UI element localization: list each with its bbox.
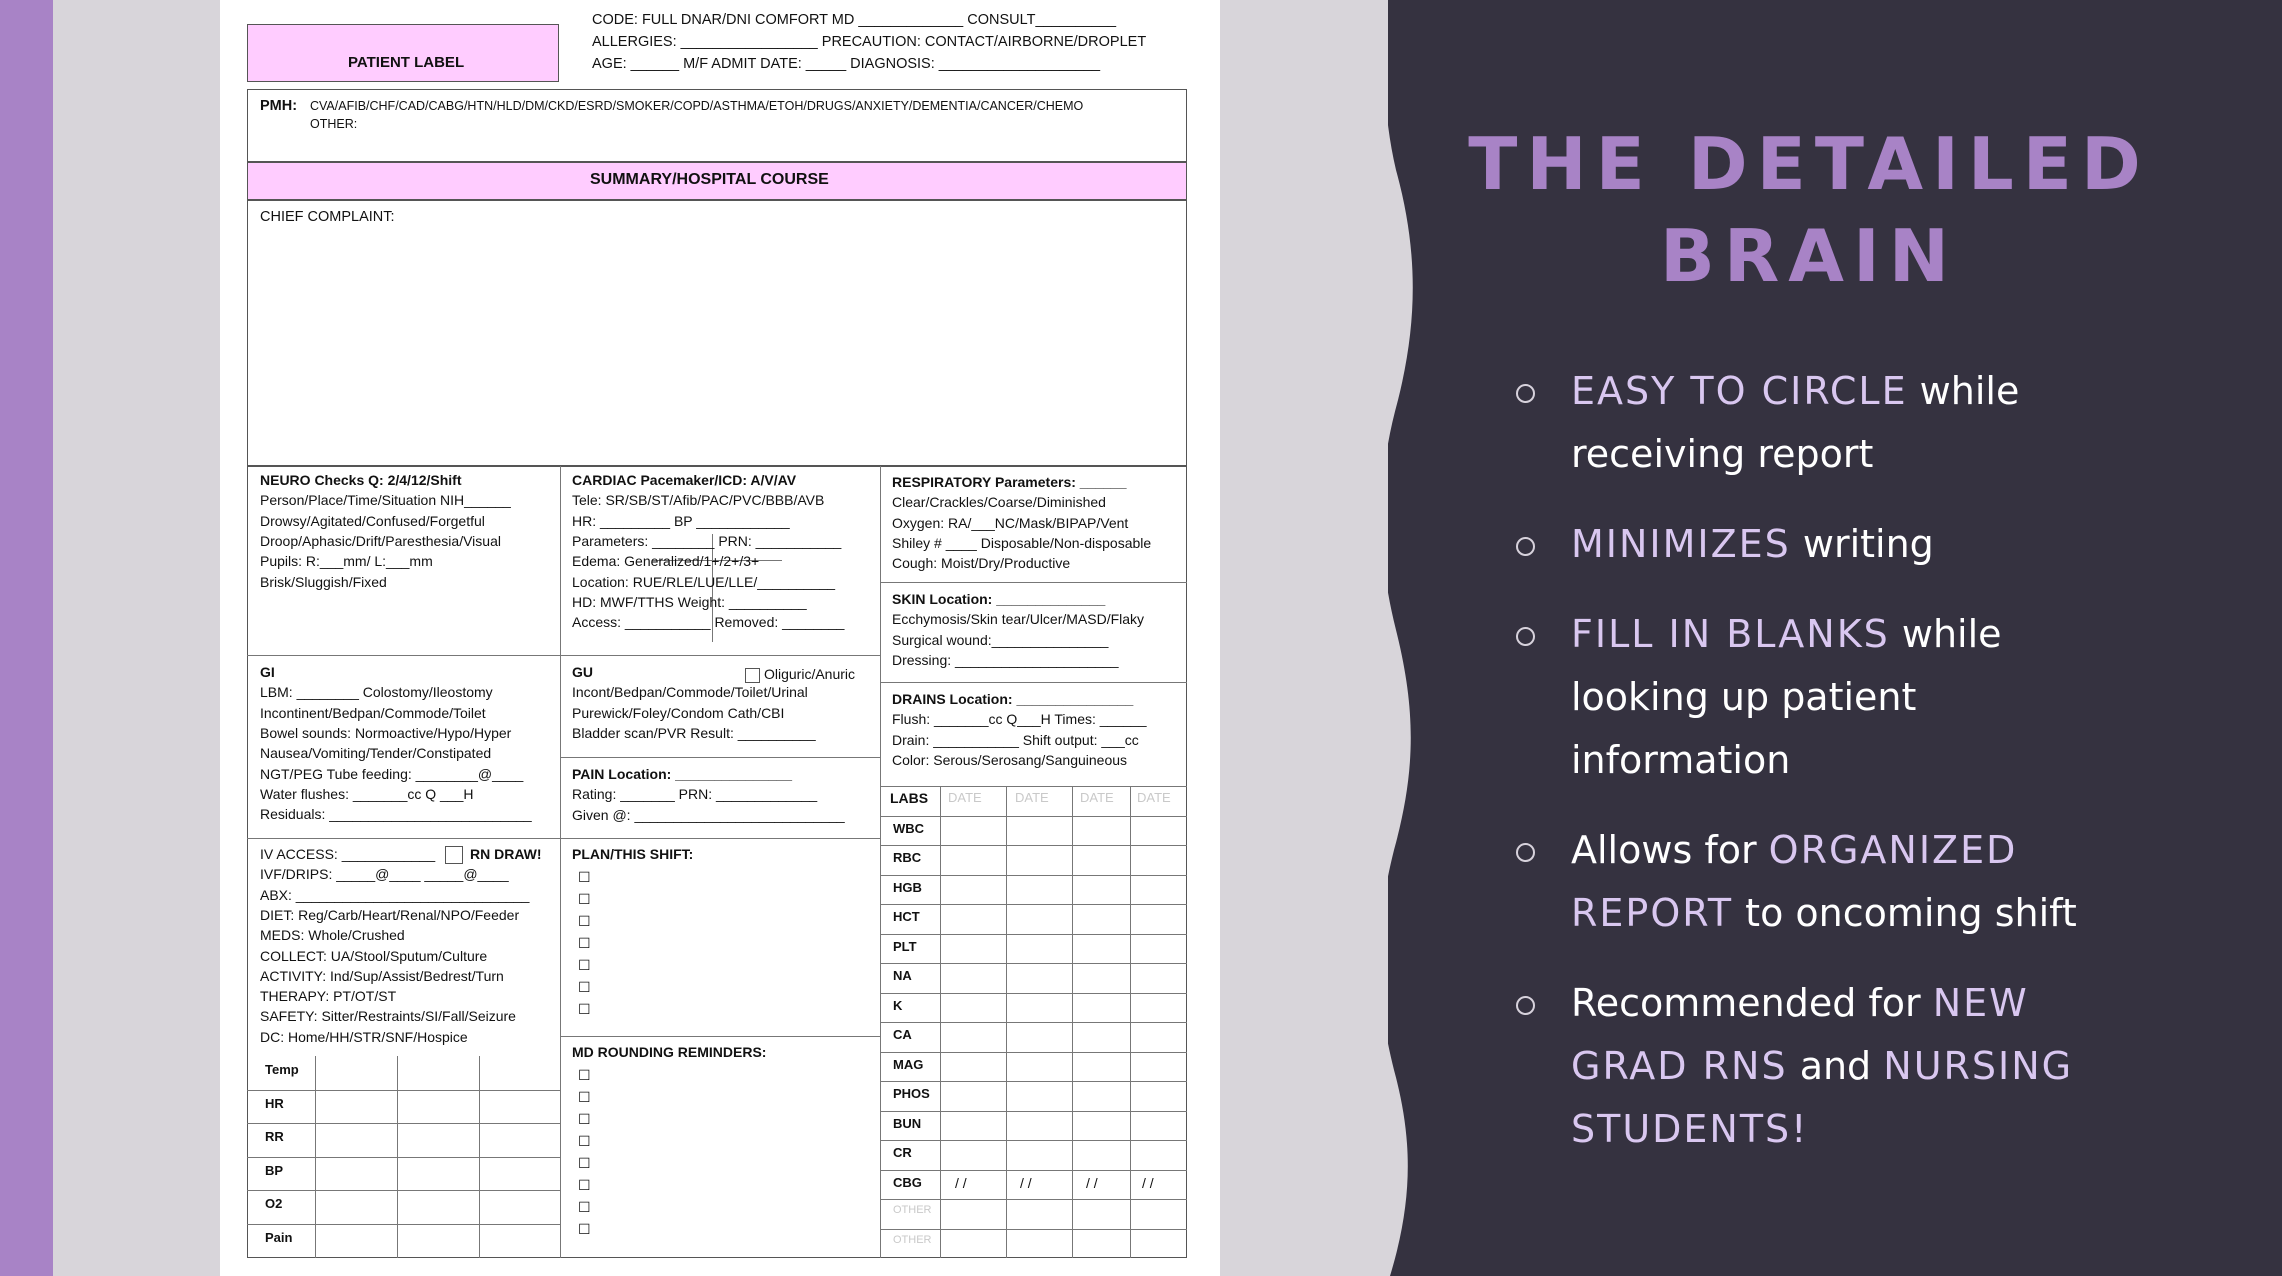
plan-checkbox: ☐ bbox=[578, 935, 591, 951]
md-checkbox: ☐ bbox=[578, 1155, 591, 1171]
skin-line: SKIN Location: ______________ bbox=[892, 591, 1106, 607]
vitals-label: Pain bbox=[265, 1229, 293, 1245]
md-checkbox: ☐ bbox=[578, 1067, 591, 1083]
cbg-mark: / / bbox=[1142, 1174, 1154, 1191]
lab-label: WBC bbox=[893, 820, 925, 836]
grid-line bbox=[247, 1190, 560, 1191]
plan-checkbox: ☐ bbox=[578, 913, 591, 929]
lab-label: BUN bbox=[893, 1115, 922, 1131]
grid-line bbox=[880, 682, 1187, 683]
labs-header: LABS bbox=[890, 790, 929, 806]
cardiac-line: CARDIAC Pacemaker/ICD: A/V/AV bbox=[572, 472, 797, 488]
iv-line: MEDS: Whole/Crushed bbox=[260, 927, 405, 944]
vitals-label: O2 bbox=[265, 1196, 283, 1211]
chief-complaint-label: CHIEF COMPLAINT: bbox=[260, 209, 395, 225]
gi-line: Bowel sounds: Normoactive/Hypo/Hyper bbox=[260, 724, 512, 741]
grid-line bbox=[880, 993, 1187, 994]
grid-line bbox=[880, 1229, 1187, 1230]
cardiac-line: Edema: Generalized/1+/2+/3+ bbox=[572, 553, 760, 570]
bullet-text: Recommended for bbox=[1571, 981, 1933, 1025]
slide-title bbox=[1388, 118, 2230, 302]
grid-line bbox=[315, 1056, 316, 1258]
pain-line: PAIN Location: _______________ bbox=[572, 766, 792, 782]
date-header: DATE bbox=[1080, 790, 1114, 805]
neuro-line: Drowsy/Agitated/Confused/Forgetful bbox=[260, 512, 485, 529]
gu-line: GU bbox=[572, 664, 593, 680]
date-header: DATE bbox=[1015, 790, 1049, 805]
oliguric-label: Oliguric/Anuric bbox=[764, 666, 856, 682]
header-age-line: AGE: ______ M/F ADMIT DATE: _____ DIAGNOSIS: ____________________ bbox=[592, 56, 1101, 72]
skin-line: Dressing: _____________________ bbox=[892, 651, 1119, 668]
bullet-highlight: MINIMIZES bbox=[1571, 522, 1791, 566]
gu-line: Incont/Bedpan/Commode/Toilet/Urinal bbox=[572, 684, 808, 701]
drains-line: DRAINS Location: _______________ bbox=[892, 691, 1134, 707]
plan-checkbox: ☐ bbox=[578, 957, 591, 973]
report-sheet-image bbox=[220, 0, 1220, 1276]
grid-line bbox=[247, 838, 560, 839]
md-checkbox: ☐ bbox=[578, 1199, 591, 1215]
iv-line: ACTIVITY: Ind/Sup/Assist/Bedrest/Turn bbox=[260, 967, 504, 984]
respiratory-line: Shiley # ____ Disposable/Non-disposable bbox=[892, 534, 1152, 551]
bullet-highlight: NURSING STUDENTS! bbox=[1571, 1044, 2074, 1151]
grid-line bbox=[247, 655, 880, 656]
cardiac-line: Parameters: ________ PRN: ___________ bbox=[572, 532, 842, 549]
cbg-mark: / / bbox=[955, 1174, 967, 1191]
lab-label: CR bbox=[893, 1145, 912, 1160]
bullet-highlight: EASY TO CIRCLE bbox=[1571, 369, 1908, 413]
bullet-highlight: FILL IN BLANKS bbox=[1571, 612, 1890, 656]
grid-line bbox=[880, 875, 1187, 876]
bullet-text: to oncoming shift bbox=[1733, 891, 2077, 935]
respiratory-line: Clear/Crackles/Coarse/Diminished bbox=[892, 494, 1106, 511]
cardiac-line: HR: _________ BP ____________ bbox=[572, 512, 790, 529]
grid-line bbox=[880, 904, 1187, 905]
respiratory-line: Cough: Moist/Dry/Productive bbox=[892, 555, 1071, 572]
gu-line: Purewick/Foley/Condom Cath/CBI bbox=[572, 704, 785, 721]
gu-line: Bladder scan/PVR Result: __________ bbox=[572, 724, 816, 741]
pain-line: Rating: _______ PRN: _____________ bbox=[572, 786, 818, 803]
plan-label: PLAN/THIS SHIFT: bbox=[572, 846, 694, 862]
grid-line bbox=[247, 1224, 560, 1225]
bullet-recommended bbox=[1516, 972, 2136, 1161]
grid-line bbox=[479, 1056, 480, 1258]
md-checkbox: ☐ bbox=[578, 1177, 591, 1193]
gi-line: LBM: ________ Colostomy/Ileostomy bbox=[260, 684, 493, 701]
bullet-text: while receiving report bbox=[1571, 369, 2020, 476]
iv-line: ABX: ______________________________ bbox=[260, 886, 530, 903]
lab-label: OTHER bbox=[893, 1233, 932, 1246]
date-header: DATE bbox=[948, 790, 982, 805]
bullet-highlight: NEW GRAD RNS bbox=[1571, 981, 2029, 1088]
report-sheet-form bbox=[220, 0, 1220, 1276]
cardiac-line: HD: MWF/TTHS Weight: __________ bbox=[572, 593, 807, 610]
gi-line: NGT/PEG Tube feeding: ________@____ bbox=[260, 765, 524, 782]
accent-stripe bbox=[0, 0, 53, 1276]
drains-line: Flush: _______cc Q___H Times: ______ bbox=[892, 711, 1147, 728]
vitals-label: HR bbox=[265, 1095, 284, 1111]
vitals-label: Temp bbox=[265, 1062, 299, 1077]
cbg-mark: / / bbox=[1086, 1174, 1098, 1191]
bullet-minimizes bbox=[1516, 513, 2136, 576]
skin-line: Surgical wound:_______________ bbox=[892, 631, 1109, 648]
iv-line: SAFETY: Sitter/Restraints/SI/Fall/Seizure bbox=[260, 1008, 516, 1025]
lab-label: HGB bbox=[893, 879, 922, 895]
plan-checkbox: ☐ bbox=[578, 891, 591, 907]
neuro-line: Brisk/Sluggish/Fixed bbox=[260, 573, 387, 590]
bullet-text: while looking up patient information bbox=[1571, 612, 2002, 782]
iv-line: COLLECT: UA/Stool/Sputum/Culture bbox=[260, 947, 488, 964]
pmh-other: OTHER: bbox=[310, 117, 358, 131]
lab-label: MAG bbox=[893, 1056, 924, 1072]
grid-line bbox=[880, 845, 1187, 846]
lab-label: CA bbox=[893, 1027, 912, 1042]
iv-line: DC: Home/HH/STR/SNF/Hospice bbox=[260, 1028, 468, 1045]
respiratory-line: RESPIRATORY Parameters: ______ bbox=[892, 474, 1127, 490]
cardiac-line: Location: RUE/RLE/LUE/LLE/__________ bbox=[572, 573, 836, 590]
gi-line: Water flushes: _______cc Q ___H bbox=[260, 785, 474, 802]
bullet-fill-blanks bbox=[1516, 603, 2136, 792]
iv-line: IV ACCESS: ____________ bbox=[260, 846, 436, 862]
cbg-mark: / / bbox=[1020, 1174, 1032, 1191]
cardiac-line: Access: ___________ Removed: ________ bbox=[572, 614, 845, 631]
rn-draw-checkbox bbox=[445, 846, 463, 864]
pain-line: Given @: ___________________________ bbox=[572, 806, 845, 823]
grid-line bbox=[880, 816, 1187, 817]
grid-line bbox=[880, 1199, 1187, 1200]
lab-label: PLT bbox=[893, 938, 917, 954]
lab-label: CBG bbox=[893, 1174, 922, 1190]
grid-line bbox=[560, 757, 880, 758]
grid-line bbox=[880, 582, 1187, 583]
grid-line bbox=[880, 1081, 1187, 1082]
grid-line bbox=[880, 1052, 1187, 1053]
vitals-label: RR bbox=[265, 1129, 284, 1144]
lab-label: RBC bbox=[893, 850, 922, 865]
bullet-highlight: ORGANIZED REPORT bbox=[1571, 828, 2018, 935]
date-header: DATE bbox=[1137, 790, 1171, 805]
rn-draw-label: RN DRAW! bbox=[470, 846, 542, 862]
grid-line bbox=[880, 786, 1187, 787]
pmh-list: CVA/AFIB/CHF/CAD/CABG/HTN/HLD/DM/CKD/ESRD/SMOKER/COPD/ASTHMA/ETOH/DRUGS/ANXIETY/DEMENTIA/CANCER/CHEMO bbox=[310, 99, 1084, 113]
gi-line: GI bbox=[260, 664, 275, 680]
plan-checkbox: ☐ bbox=[578, 869, 591, 885]
gi-line: Incontinent/Bedpan/Commode/Toilet bbox=[260, 704, 486, 721]
vitals-label: BP bbox=[265, 1162, 284, 1178]
neuro-line: Pupils: R:___mm/ L:___mm bbox=[260, 553, 433, 570]
bullet-text: Allows for bbox=[1571, 828, 1769, 872]
grid-line bbox=[247, 1157, 560, 1158]
md-checkbox: ☐ bbox=[578, 1133, 591, 1149]
iv-line: THERAPY: PT/OT/ST bbox=[260, 988, 397, 1005]
gi-line: Nausea/Vomiting/Tender/Constipated bbox=[260, 745, 492, 762]
md-rounding-label: MD ROUNDING REMINDERS: bbox=[572, 1044, 767, 1060]
skin-line: Ecchymosis/Skin tear/Ulcer/MASD/Flaky bbox=[892, 611, 1145, 628]
pmh-label: PMH: bbox=[260, 98, 298, 114]
bullet-organized bbox=[1516, 819, 2136, 945]
gi-line: Residuals: __________________________ bbox=[260, 806, 532, 823]
oliguric-checkbox bbox=[745, 668, 760, 683]
lab-label: NA bbox=[893, 968, 912, 983]
title-line-1: THE DETAILED bbox=[1468, 122, 2150, 206]
grid-line bbox=[560, 466, 561, 1258]
grid-line bbox=[880, 1140, 1187, 1141]
neuro-line: Droop/Aphasic/Drift/Paresthesia/Visual bbox=[260, 532, 501, 549]
lab-label: HCT bbox=[893, 909, 920, 924]
feature-list bbox=[1516, 360, 2136, 1188]
grid-line bbox=[247, 1090, 560, 1091]
patient-label: PATIENT LABEL bbox=[348, 54, 465, 71]
title-line-2: BRAIN bbox=[1659, 214, 1959, 298]
header-allergies-line: ALLERGIES: _________________ PRECAUTION: CONTACT/AIRBORNE/DROPLET bbox=[592, 34, 1147, 50]
grid-line bbox=[247, 1123, 560, 1124]
grid-line bbox=[880, 1022, 1187, 1023]
neuro-line: Person/Place/Time/Situation NIH______ bbox=[260, 492, 511, 509]
iv-line: DIET: Reg/Carb/Heart/Renal/NPO/Feeder bbox=[260, 906, 520, 923]
summary-title: SUMMARY/HOSPITAL COURSE bbox=[590, 171, 829, 188]
md-checkbox: ☐ bbox=[578, 1089, 591, 1105]
grid-line bbox=[560, 1036, 880, 1037]
respiratory-line: Oxygen: RA/___NC/Mask/BIPAP/Vent bbox=[892, 514, 1129, 531]
grid-line bbox=[560, 838, 880, 839]
drains-line: Color: Serous/Serosang/Sanguineous bbox=[892, 751, 1128, 768]
md-checkbox: ☐ bbox=[578, 1111, 591, 1127]
lab-label: K bbox=[893, 997, 903, 1013]
chief-complaint-box bbox=[247, 200, 1187, 466]
drains-line: Drain: ___________ Shift output: ___cc bbox=[892, 731, 1139, 748]
plan-checkbox: ☐ bbox=[578, 979, 591, 995]
lab-label: PHOS bbox=[893, 1086, 930, 1101]
cardiac-line: Tele: SR/SB/ST/Afib/PAC/PVC/BBB/AVB bbox=[572, 492, 825, 509]
neuro-line: NEURO Checks Q: 2/4/12/Shift bbox=[260, 472, 462, 488]
bullet-text: and bbox=[1787, 1044, 1884, 1088]
grid-line bbox=[880, 1170, 1187, 1171]
md-checkbox: ☐ bbox=[578, 1221, 591, 1237]
grid-line bbox=[397, 1056, 398, 1258]
iv-line: IVF/DRIPS: _____@____ _____@____ bbox=[260, 866, 509, 883]
lab-label: OTHER bbox=[893, 1204, 932, 1216]
header-code-line: CODE: FULL DNAR/DNI COMFORT MD _____________ CONSULT__________ bbox=[592, 12, 1117, 28]
bullet-easy-circle bbox=[1516, 360, 2136, 486]
grid-line bbox=[880, 963, 1187, 964]
grid-line bbox=[880, 1111, 1187, 1112]
grid-line bbox=[880, 934, 1187, 935]
bullet-text: writing bbox=[1790, 522, 1934, 566]
plan-checkbox: ☐ bbox=[578, 1001, 591, 1017]
